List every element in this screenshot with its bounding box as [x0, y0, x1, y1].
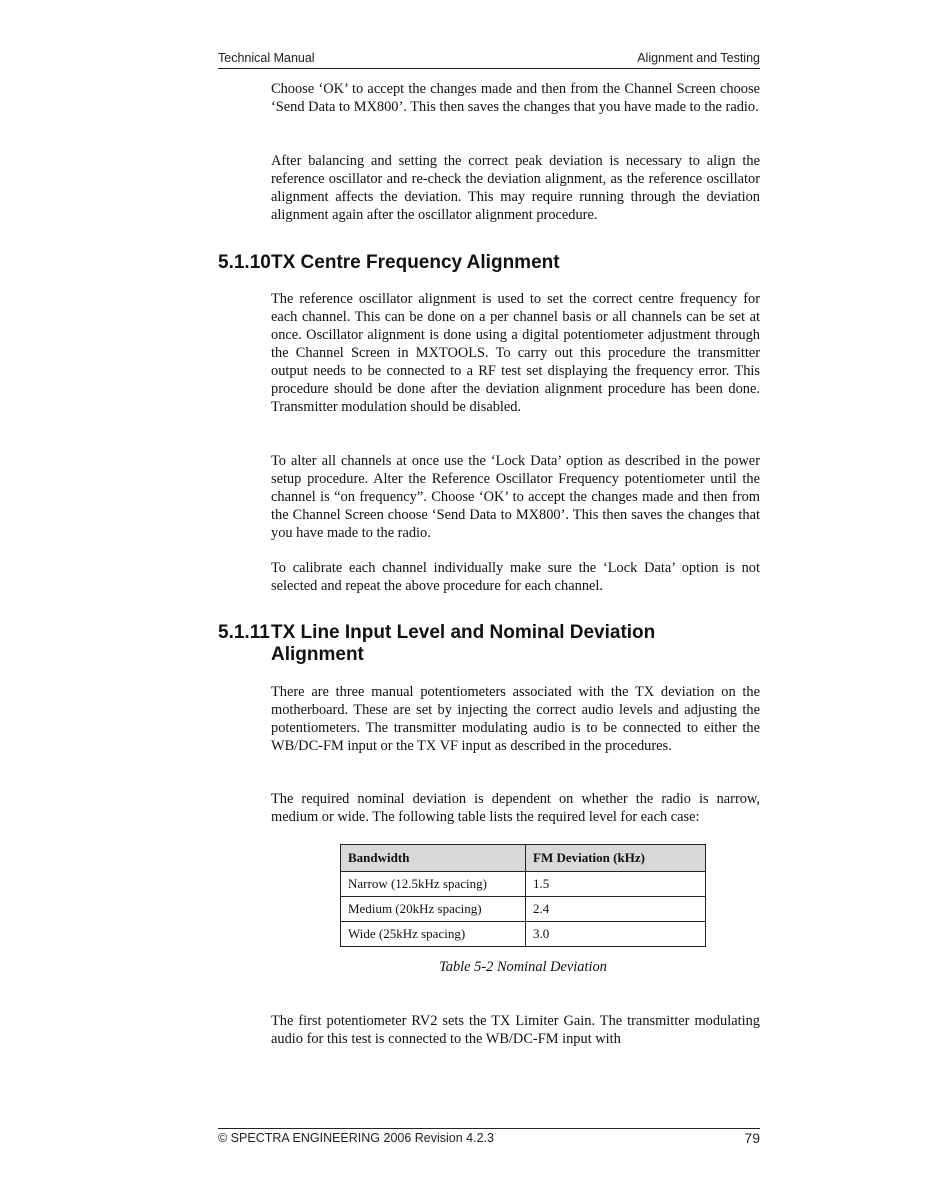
table-cell: 2.4: [526, 897, 706, 922]
paragraph: To calibrate each channel individually make sure the ‘Lock Data’ option is not selected and repeat the above procedure for each channel.: [271, 560, 760, 594]
table-cell: Medium (20kHz spacing): [341, 897, 526, 922]
table-caption: Table 5-2 Nominal Deviation: [439, 959, 607, 975]
header-right: Alignment and Testing: [637, 51, 760, 65]
section-number: 5.1.10: [218, 252, 271, 273]
table-row: [341, 872, 706, 897]
section-title: TX Centre Frequency Alignment: [271, 252, 560, 273]
table-header-cell: Bandwidth: [341, 845, 526, 872]
footer-copyright: © SPECTRA ENGINEERING 2006 Revision 4.2.3: [218, 1131, 494, 1145]
table-row: [341, 897, 706, 922]
table-row: [341, 922, 706, 947]
paragraph: There are three manual potentiometers associated with the TX deviation on the motherboard. These are set by injecting the correct audio levels and adjusting the potentiometers. The transmitter modulating audio is to be connected to either the WB/DC-FM input or the TX VF input as described in the procedures.: [271, 684, 760, 754]
paragraph: After balancing and setting the correct peak deviation is necessary to align the reference oscillator and re-check the deviation alignment, as the reference oscillator alignment affects the deviation. This may require running through the deviation alignment again after the oscillator alignment procedure.: [271, 153, 760, 223]
section-title-line1: TX Line Input Level and Nominal Deviation: [271, 622, 656, 643]
section-number: 5.1.11: [218, 622, 270, 643]
table-header-cell: FM Deviation (kHz): [526, 845, 706, 872]
page-footer: [218, 1128, 760, 1146]
paragraph: To alter all channels at once use the ‘Lock Data’ option as described in the power setup procedure. Alter the Reference Oscillator Frequency potentiometer until the channel is “on frequency”. Choose ‘OK’ to accept the changes made and then from the Channel Screen choose ‘Send Data to MX800’. This then saves the changes that you have made to the radio.: [271, 453, 760, 541]
section-heading: [218, 622, 760, 666]
nominal-deviation-table: [340, 844, 706, 947]
paragraph: The first potentiometer RV2 sets the TX Limiter Gain. The transmitter modulating audio for this test is connected to the WB/DC-FM input with: [271, 1013, 760, 1047]
table-cell: Narrow (12.5kHz spacing): [341, 872, 526, 897]
page-number: 79: [744, 1130, 760, 1146]
table-header-row: [341, 845, 706, 872]
paragraph: The reference oscillator alignment is used to set the correct centre frequency for each channel. This can be done on a per channel basis or all channels can be set at once. Oscillator alignment is done using a digital potentiometer adjustment through the Channel Screen in MXTOOLS. To carry out this procedure the transmitter output needs to be connected to a RF test set displaying the frequency error. This procedure should be done after the deviation alignment procedure has been done. Transmitter modulation should be disabled.: [271, 291, 760, 415]
section-heading: [218, 252, 760, 274]
table-cell: 1.5: [526, 872, 706, 897]
header-left: Technical Manual: [218, 51, 315, 65]
table-cell: Wide (25kHz spacing): [341, 922, 526, 947]
page-header: [218, 50, 760, 69]
table-cell: 3.0: [526, 922, 706, 947]
section-title-line2: Alignment: [271, 644, 364, 665]
paragraph: Choose ‘OK’ to accept the changes made and then from the Channel Screen choose ‘Send Data to MX800’. This then saves the changes that you have made to the radio.: [271, 81, 760, 115]
paragraph: The required nominal deviation is dependent on whether the radio is narrow, medium or wide. The following table lists the required level for each case:: [271, 791, 760, 825]
